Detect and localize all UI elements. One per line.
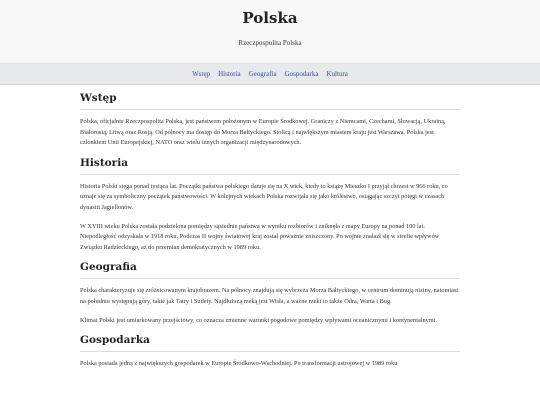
section-gospodarka [80,334,460,370]
site-title: Polska [242,9,298,27]
nav-link-gospodarka[interactable]: Gospodarka [284,70,319,78]
section-heading: Wstęp [80,92,460,110]
section-paragraph: Historia Polski sięga ponad tysiąca lat. Początki państwa polskiego datuje się na X wiek, kiedy to książę Mieszko I przyjął chrzest w 966 roku, co uznaje się za symboliczny początek państwowości. W kolejnych wiekach Polska rozwijała się jako królestwo, osiągając szczyt potęgi w czasach dynastii Jagiellonów. [80,182,448,211]
nav-link-geografia[interactable]: Geografia [248,70,277,78]
section-paragraph: Polska charakteryzuje się zróżnicowanym krajobrazem. Na północy znajdują się wybrzeża Morza Bałtyckiego, w centrum dominują niziny, natomiast na południu występują góry, takie jak Tatry i Sudety. Najdłuższą rzeką jest Wisła, a ważne rzeki to także Odra, Warta i Bug. [80,287,459,305]
nav-link-wstep[interactable]: Wstęp [192,70,211,78]
site-header [0,0,540,64]
section-heading: Gospodarka [80,334,460,352]
nav-link-kultura[interactable]: Kultura [326,70,348,78]
section-historia [80,157,460,254]
nav-link-historia[interactable]: Historia [218,70,241,78]
section-geografia [80,261,460,326]
section-paragraph: Polska posiada jedną z największych gospodarek w Europie Środkowo-Wschodniej. Po transformacji ustrojowej w 1989 roku [80,360,398,368]
section-paragraph: W XVIII wieku Polska została podzielona pomiędzy sąsiednie państwa w wyniku rozbiorów i zniknęła z mapy Europy na ponad 100 lat. Niepodległość odzyskała w 1918 roku. Podczas II wojny światowej kraj został poważnie zniszczony. Po wojnie znalazł się w strefie wpływów Związku Radzieckiego, aż do przemian demokratycznych w 1989 roku. [80,222,440,251]
section-heading: Geografia [80,261,460,279]
section-paragraph: Klimat Polski jest umiarkowany przejściowy, co oznacza zmienne warunki pogodowe pomiędzy wpływami oceanicznymi i kontynentalnymi. [80,316,438,324]
main-nav [0,64,540,85]
section-paragraph: Polska, oficjalnie Rzeczpospolita Polska, jest państwem położonym w Europie Środkowej. Graniczy z Niemcami, Czechami, Słowacją, Ukrainą, Białorusią, Litwą oraz Rosją. Od północy ma dostęp do Morza Bałtyckiego. Stolicą i największym miastem kraju jest Warszawa. Polska jest członkiem Unii Europejskiej, NATO oraz wielu innych organizacji międzynarodowych. [80,118,446,147]
section-heading: Historia [80,157,460,175]
main-content [80,85,460,370]
site-subtitle: Rzeczpospolita Polska [238,39,302,47]
section-wstep [80,92,460,149]
